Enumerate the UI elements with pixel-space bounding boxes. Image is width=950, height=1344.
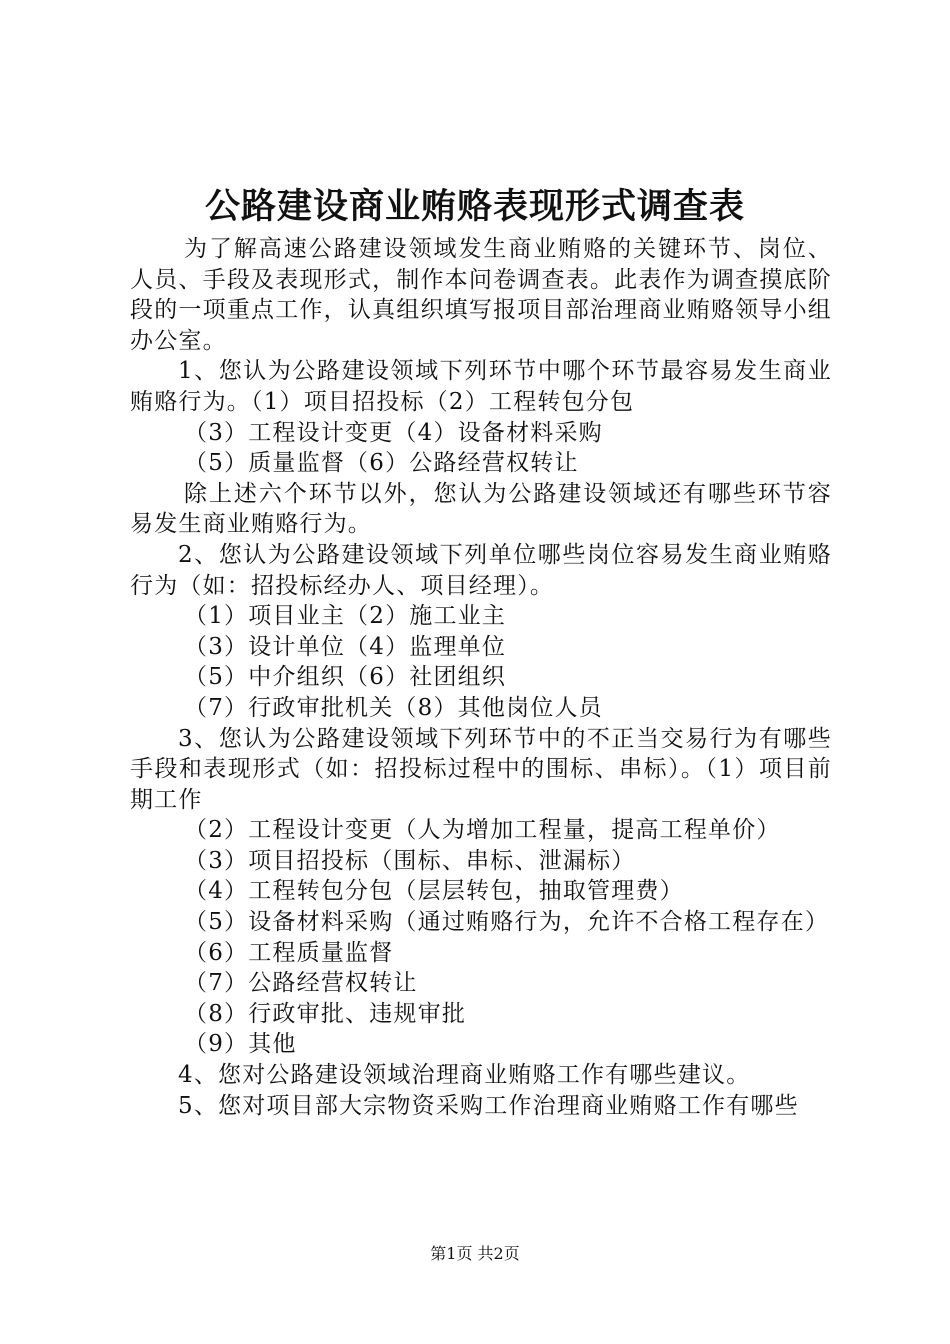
question-4: 4、您对公路建设领域治理商业贿赂工作有哪些建议。 <box>178 1062 751 1089</box>
document-title: 公路建设商业贿赂表现形式调查表 <box>204 187 745 227</box>
question-2: 2、您认为公路建设领域下列单位哪些岗位容易发生商业贿赂行为（如：招投标经办人、项目经理）。 <box>130 541 832 599</box>
question-3-option-9: （9）其他 <box>184 1031 297 1058</box>
question-2-options-d: （7）行政审批机关（8）其他岗位人员 <box>184 694 603 721</box>
document-body <box>130 234 832 1121</box>
question-2-options-c: （5）中介组织（6）社团组织 <box>184 664 507 691</box>
page-footer: 第1页 共2页 <box>430 1244 520 1263</box>
question-3-option-7: （7）公路经营权转让 <box>184 970 418 997</box>
question-1-followup: 除上述六个环节以外，您认为公路建设领域还有哪些环节容易发生商业贿赂行为。 <box>130 480 832 538</box>
question-3-option-6: （6）工程质量监督 <box>184 939 394 966</box>
question-3-option-8: （8）行政审批、违规审批 <box>184 1000 467 1027</box>
question-3-option-3: （3）项目招投标（围标、串标、泄漏标） <box>184 847 636 874</box>
question-5: 5、您对项目部大宗物资采购工作治理商业贿赂工作有哪些 <box>178 1092 799 1119</box>
intro-paragraph: 为了解高速公路建设领域发生商业贿赂的关键环节、岗位、人员、手段及表现形式，制作本问卷调查表。此表作为调查摸底阶段的一项重点工作，认真组织填写报项目部治理商业贿赂领导小组办公室。 <box>130 236 832 354</box>
question-1: 1、您认为公路建设领域下列环节中哪个环节最容易发生商业贿赂行为。（1）项目招投标（2）工程转包分包 <box>130 358 832 415</box>
question-3-option-5: （5）设备材料采购（通过贿赂行为，允许不合格工程存在） <box>184 909 830 936</box>
question-1-options-b: （5）质量监督（6）公路经营权转让 <box>184 450 579 477</box>
question-1-options-a: （3）工程设计变更（4）设备材料采购 <box>184 419 603 446</box>
question-3-option-2: （2）工程设计变更（人为增加工程量，提高工程单价） <box>184 817 781 844</box>
question-2-options-a: （1）项目业主（2）施工业主 <box>184 603 507 630</box>
question-3-option-4: （4）工程转包分包（层层转包，抽取管理费） <box>184 878 684 905</box>
question-2-options-b: （3）设计单位（4）监理单位 <box>184 633 507 660</box>
question-3: 3、您认为公路建设领域下列环节中的不正当交易行为有哪些手段和表现形式（如：招投标过程中的围标、串标）。（1）项目前期工作 <box>130 725 832 813</box>
